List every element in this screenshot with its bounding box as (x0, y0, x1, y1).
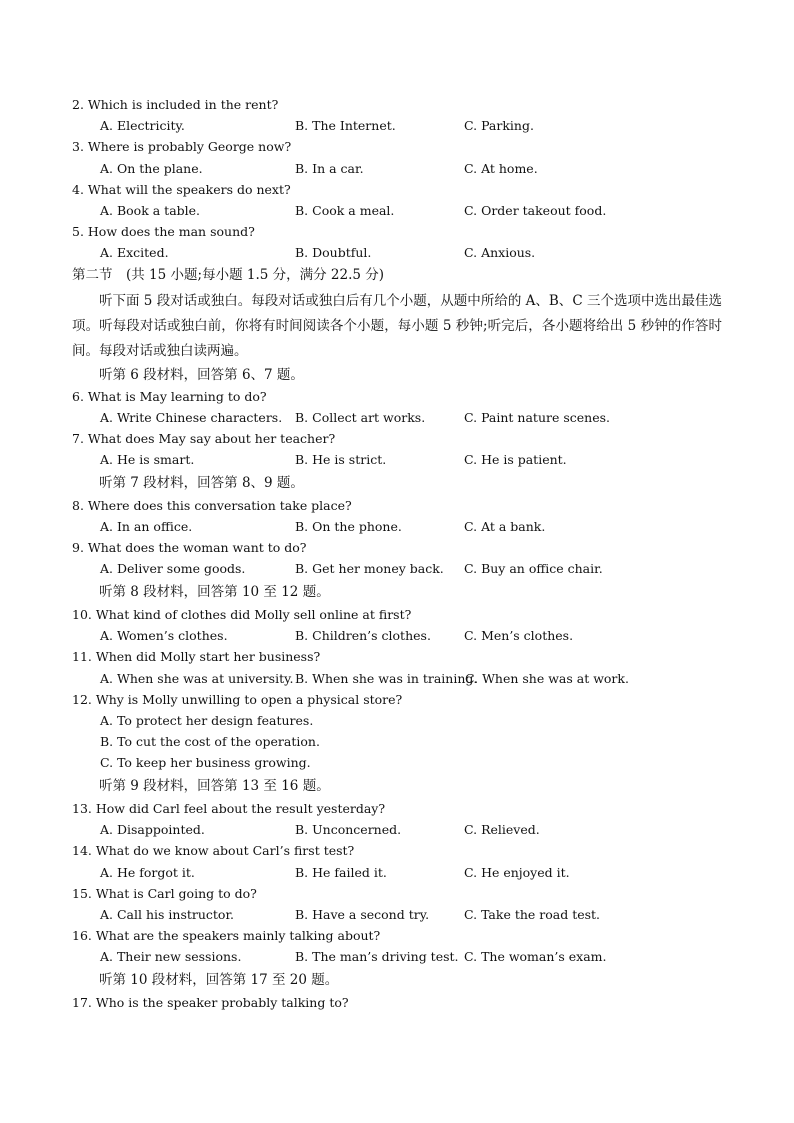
q12-option-b: B. To cut the cost of the operation. (100, 734, 320, 749)
q12-option-a: A. To protect her design features. (100, 713, 314, 728)
q7-option-c: C. He is patient. (464, 452, 567, 467)
q8-option-c: C. At a bank. (464, 519, 546, 534)
q10-option-c: C. Men’s clothes. (464, 628, 574, 643)
question-12: 12. Why is Molly unwilling to open a physical store? (72, 692, 403, 707)
q4-option-a: A. Book a table. (100, 203, 201, 218)
q16-option-a: A. Their new sessions. (100, 949, 242, 964)
q6-option-b: B. Collect art works. (295, 410, 426, 425)
q10-option-a: A. Women’s clothes. (100, 628, 228, 643)
question-5: 5. How does the man sound? (72, 224, 255, 239)
q15-option-b: B. Have a second try. (295, 907, 430, 922)
question-3: 3. Where is probably George now? (72, 139, 292, 154)
q14-option-c: C. He enjoyed it. (464, 865, 570, 880)
question-16: 16. What are the speakers mainly talking about? (72, 928, 381, 943)
q13-option-a: A. Disappointed. (100, 822, 205, 837)
q3-option-a: A. On the plane. (100, 161, 203, 176)
q11-option-c: C. When she was at work. (465, 671, 629, 686)
q8-option-b: B. On the phone. (295, 519, 402, 534)
q6-option-a: A. Write Chinese characters. (100, 410, 283, 425)
q2-option-a: A. Electricity. (100, 118, 185, 133)
q5-option-c: C. Anxious. (464, 245, 536, 260)
question-10: 10. What kind of clothes did Molly sell online at first? (72, 607, 412, 622)
q12-option-c: C. To keep her business growing. (100, 755, 311, 770)
q5-option-a: A. Excited. (100, 245, 169, 260)
q3-option-c: C. At home. (464, 161, 538, 176)
q15-option-c: C. Take the road test. (464, 907, 601, 922)
question-15: 15. What is Carl going to do? (72, 886, 257, 901)
question-7: 7. What does May say about her teacher? (72, 431, 336, 446)
q7-option-b: B. He is strict. (295, 452, 387, 467)
q14-option-b: B. He failed it. (295, 865, 387, 880)
section-2-instructions: 听下面 5 段对话或独白。每段对话或独白后有几个小题，从题中所给的 A、B、C 三个选项中选出最佳选项。听每段对话或独白前，你将有时间阅读各个小题，每小题 5 秒钟;听完后，各小题将给出 5 秒钟的作答时间。每段对话或独白读两遍。 (72, 293, 722, 359)
q5-option-b: B. Doubtful. (295, 245, 372, 260)
q9-option-b: B. Get her money back. (295, 561, 444, 576)
q2-option-b: B. The Internet. (295, 118, 396, 133)
question-9: 9. What does the woman want to do? (72, 540, 307, 555)
material-prompt-7: 听第 7 段材料，回答第 8、9 题。 (99, 475, 304, 491)
section-2-heading: 第二节 (共 15 小题;每小题 1.5 分，满分 22.5 分) (72, 267, 385, 283)
q9-option-c: C. Buy an office chair. (464, 561, 603, 576)
q3-option-b: B. In a car. (295, 161, 364, 176)
question-11: 11. When did Molly start her business? (72, 649, 321, 664)
q15-option-a: A. Call his instructor. (100, 907, 235, 922)
q13-option-c: C. Relieved. (464, 822, 540, 837)
question-8: 8. Where does this conversation take place? (72, 498, 352, 513)
q14-option-a: A. He forgot it. (100, 865, 195, 880)
question-13: 13. How did Carl feel about the result yesterday? (72, 801, 386, 816)
q6-option-c: C. Paint nature scenes. (464, 410, 610, 425)
q16-option-c: C. The woman’s exam. (464, 949, 607, 964)
question-6: 6. What is May learning to do? (72, 389, 267, 404)
q16-option-b: B. The man’s driving test. (295, 949, 459, 964)
question-14: 14. What do we know about Carl’s first test? (72, 843, 355, 858)
q11-option-a: A. When she was at university. (100, 671, 294, 686)
material-prompt-9: 听第 9 段材料，回答第 13 至 16 题。 (99, 778, 330, 794)
q8-option-a: A. In an office. (100, 519, 193, 534)
q9-option-a: A. Deliver some goods. (100, 561, 246, 576)
question-4: 4. What will the speakers do next? (72, 182, 291, 197)
question-17: 17. Who is the speaker probably talking to? (72, 995, 349, 1010)
material-prompt-6: 听第 6 段材料，回答第 6、7 题。 (99, 367, 304, 383)
q4-option-b: B. Cook a meal. (295, 203, 395, 218)
q13-option-b: B. Unconcerned. (295, 822, 402, 837)
material-prompt-8: 听第 8 段材料，回答第 10 至 12 题。 (99, 584, 330, 600)
material-prompt-10: 听第 10 段材料，回答第 17 至 20 题。 (99, 972, 339, 988)
q11-option-b: B. When she was in training. (295, 671, 478, 686)
question-2: 2. Which is included in the rent? (72, 97, 279, 112)
q4-option-c: C. Order takeout food. (464, 203, 607, 218)
q10-option-b: B. Children’s clothes. (295, 628, 431, 643)
q7-option-a: A. He is smart. (100, 452, 195, 467)
q2-option-c: C. Parking. (464, 118, 534, 133)
